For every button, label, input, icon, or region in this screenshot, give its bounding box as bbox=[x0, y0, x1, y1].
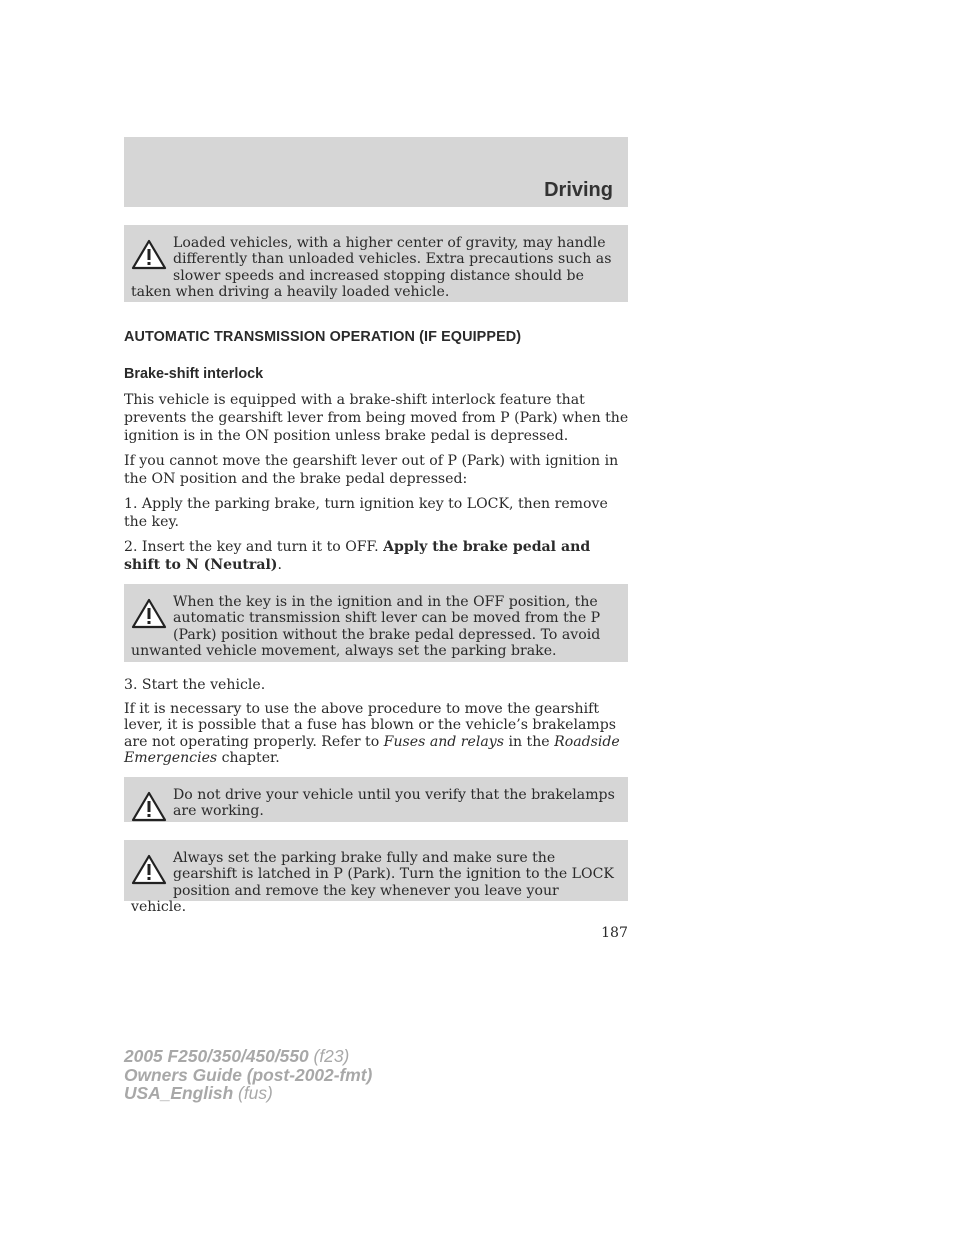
section-heading: AUTOMATIC TRANSMISSION OPERATION (IF EQUIPPED) bbox=[124, 329, 522, 345]
footer-language-code: (fus) bbox=[238, 1083, 273, 1103]
warning-box-loaded-vehicles bbox=[124, 225, 628, 302]
warning-text: Always set the parking brake fully and make sure the gearshift is latched in P (Park). Turn the ignition to the LOCK position and remove the key whenever you leave your vehicle. bbox=[131, 850, 614, 916]
fuse-text-b: in the bbox=[508, 733, 550, 750]
paragraph-fuse-blown bbox=[124, 701, 630, 767]
warning-triangle-icon bbox=[131, 239, 167, 270]
footer-language: USA_English bbox=[124, 1083, 234, 1103]
step-1: 1. Apply the parking brake, turn ignition key to LOCK, then remove the key. bbox=[124, 496, 608, 530]
footer-model-code: (f23) bbox=[313, 1046, 350, 1066]
chapter-header-band bbox=[124, 137, 628, 207]
warning-text: Loaded vehicles, with a higher center of gravity, may handle differently than unloaded vehicles. Extra precautions such as slower speeds and increased stopping distance should be taken when driving a heavily loaded vehicle. bbox=[131, 235, 612, 301]
step-2 bbox=[124, 538, 630, 574]
warning-triangle-icon bbox=[131, 598, 167, 629]
chapter-title: Driving bbox=[544, 179, 613, 201]
warning-box-parking-brake bbox=[124, 840, 628, 916]
fuse-link-fuses-and-relays: Fuses and relays bbox=[383, 733, 504, 750]
fuse-text-c: chapter. bbox=[221, 750, 280, 767]
warning-box-brakelamps bbox=[124, 777, 628, 822]
document-footer bbox=[124, 1047, 372, 1103]
warning-text: When the key is in the ignition and in the OFF position, the automatic transmission shift lever can be moved from the P (Park) position without the brake pedal depressed. To avoid unwanted vehicle movement, always set the parking brake. bbox=[131, 594, 601, 660]
footer-line-1 bbox=[124, 1047, 372, 1066]
footer-guide: Owners Guide (post-2002-fmt) bbox=[124, 1064, 373, 1085]
warning-triangle-icon bbox=[131, 854, 167, 885]
step-2-text: 2. Insert the key and turn it to OFF. bbox=[124, 539, 379, 555]
paragraph-cannot-move: If you cannot move the gearshift lever out of P (Park) with ignition in the ON position and the brake pedal depressed: bbox=[124, 453, 619, 487]
footer-line-3 bbox=[124, 1084, 372, 1103]
step-3: 3. Start the vehicle. bbox=[124, 677, 266, 693]
warning-text: Do not drive your vehicle until you verify that the brakelamps are working. bbox=[173, 787, 615, 820]
footer-model: 2005 F250/350/450/550 bbox=[124, 1046, 309, 1066]
warning-triangle-icon bbox=[131, 791, 167, 822]
step-2-bold-text: Apply the brake pedal and shift to N (Neutral) bbox=[124, 539, 591, 573]
fuse-text-a: If it is necessary to use the above procedure to move the gearshift lever, it is possible that a fuse has blown or the vehicle’s brakelamps are not operating properly. Refer to bbox=[124, 701, 617, 750]
section-subheading: Brake-shift interlock bbox=[124, 366, 264, 382]
footer-line-2 bbox=[124, 1066, 372, 1085]
warning-box-off-position bbox=[124, 584, 628, 662]
paragraph-interlock-description: This vehicle is equipped with a brake-shift interlock feature that prevents the gearshift lever from being moved from P (Park) when the ignition is in the ON position unless brake pedal is depressed. bbox=[124, 392, 629, 444]
fuse-link-roadside-emergencies: Roadside Emergencies bbox=[124, 733, 620, 767]
page-number: 187 bbox=[601, 925, 628, 941]
step-2-end: . bbox=[277, 557, 282, 573]
